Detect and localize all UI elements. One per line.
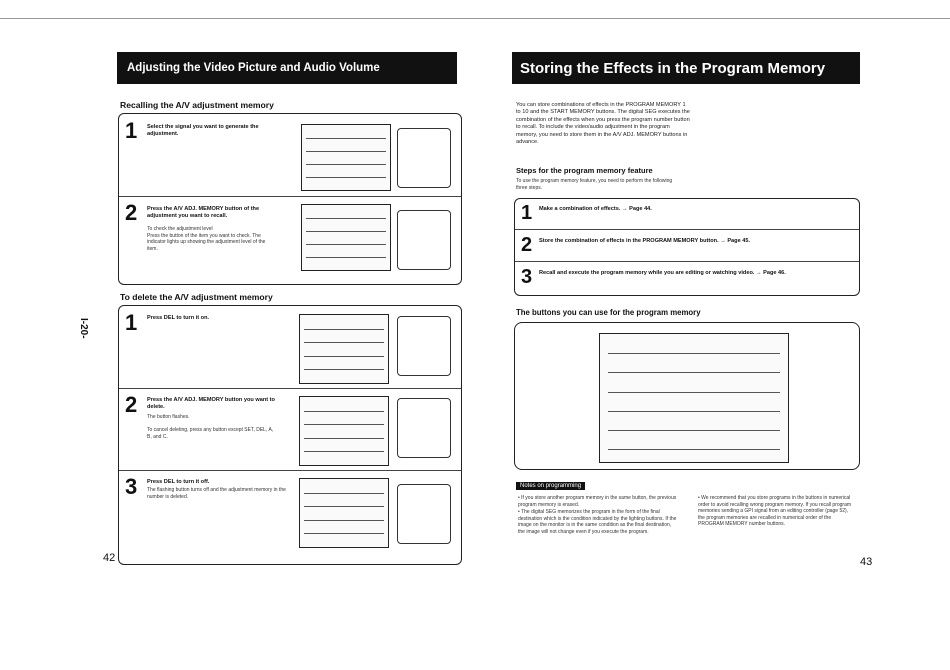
panel-illustration-2 bbox=[301, 204, 391, 271]
note-text: We recommend that you store programs in the buttons in numerical order to avoid recalling wrong program memory. If you recall program memories sending a GPI signal from an editing controller (page 52), the program memories are recalled in numerical order of the PROGRAM MEMORY number buttons. bbox=[698, 495, 852, 528]
recall-step1-num: 1 bbox=[125, 118, 138, 143]
program-memory-frame bbox=[514, 322, 860, 470]
left-banner bbox=[117, 52, 457, 84]
left-page-number: 42 bbox=[103, 552, 116, 564]
hand-press-illustration bbox=[397, 210, 451, 270]
del-button-illustration bbox=[397, 316, 451, 376]
delete-frame bbox=[118, 305, 462, 565]
steps-divider-2 bbox=[515, 261, 859, 262]
recall-step1-title: Select the signal you want to generate the adjustment. bbox=[147, 124, 259, 137]
delete-step3-num: 3 bbox=[125, 474, 138, 499]
panel-illustration-5 bbox=[299, 478, 389, 548]
note-item: • If you store another program memory in the same button, the previous program memory is erased. bbox=[518, 495, 677, 508]
recall-heading: Recalling the A/V adjustment memory bbox=[120, 100, 274, 110]
right-banner bbox=[512, 52, 860, 84]
panel-illustration-4 bbox=[299, 396, 389, 466]
button-detail-illustration bbox=[397, 128, 451, 188]
buttons-heading: The buttons you can use for the program memory bbox=[516, 308, 701, 317]
notes-label: Notes on programming bbox=[516, 482, 585, 490]
step2-text: Store the combination of effects in the PROGRAM MEMORY button. → Page 45. bbox=[539, 238, 751, 244]
step3-text: Recall and execute the program memory while you are editing or watching video. → Page 46. bbox=[539, 270, 786, 276]
panel-illustration bbox=[301, 124, 391, 191]
notes-right bbox=[698, 495, 856, 528]
delete-step2-num: 2 bbox=[125, 392, 138, 417]
delete-step1-num: 1 bbox=[125, 310, 138, 335]
right-page-number: 43 bbox=[860, 556, 873, 568]
top-rule bbox=[0, 18, 950, 19]
note-text: If you store another program memory in the same button, the previous program memory is erased. bbox=[518, 495, 677, 508]
step1-num: 1 bbox=[521, 202, 533, 224]
recall-step2-num: 2 bbox=[125, 200, 138, 225]
steps-heading: Steps for the program memory feature bbox=[516, 166, 653, 175]
recall-divider bbox=[119, 196, 461, 197]
left-banner-title: Adjusting the Video Picture and Audio Volume bbox=[127, 62, 380, 74]
delete-divider-1 bbox=[119, 388, 461, 389]
delete-step2-body: The button flashes. To cancel deleting, press any button except SET, DEL, A, B, and C. bbox=[147, 414, 274, 440]
step2-num: 2 bbox=[521, 234, 533, 256]
delete-step3-title: Press DEL to turn it off. bbox=[147, 479, 210, 485]
note-item: • We recommend that you store programs in the buttons in numerical order to avoid recalling wrong program memory. If you recall program memories sending a GPI signal from an editing controller (page 52), the program memories are recalled in numerical order of the PROGRAM MEMORY number buttons. bbox=[698, 495, 852, 528]
note-text: The digital SEG memorizes the program in the form of the final destination which is the condition indicated by the lighting buttons. If the image on the monitor is in the same condition as the final destination, the image will not change even if you execute the program. bbox=[518, 509, 677, 535]
delete-step1-title: Press DEL to turn it on. bbox=[147, 315, 210, 321]
right-banner-title: Storing the Effects in the Program Memory bbox=[520, 60, 826, 77]
recall-frame bbox=[118, 113, 462, 285]
delete-divider-2 bbox=[119, 470, 461, 471]
delete-heading: To delete the A/V adjustment memory bbox=[120, 292, 273, 302]
steps-intro: To use the program memory feature, you need to perform the following three steps. bbox=[516, 178, 673, 191]
recall-step2-body: To check the adjustment level Press the button of the item you want to check. The indicator lights up showing the adjustment level of the item. bbox=[147, 226, 266, 252]
step1-text: Make a combination of effects. → Page 44. bbox=[539, 206, 652, 212]
notes-left bbox=[518, 495, 678, 536]
recall-step2-title: Press the A/V ADJ. MEMORY button of the adjustment you want to recall. bbox=[147, 206, 260, 219]
delete-step3-body: The flashing button turns off and the adjustment memory in the number is deleted. bbox=[147, 487, 286, 500]
panel-illustration-3 bbox=[299, 314, 389, 384]
intro-text: You can store combinations of effects in the PROGRAM MEMORY 1 to 10 and the START MEMORY buttons. The digital SEG executes the combination of the effects when you press the program number button to recall. To include the video/audio adjustment in the program memory, you need to store them in the A/V ADJ. MEMORY buttons in advance. bbox=[516, 102, 690, 146]
delete-step2-title: Press the A/V ADJ. MEMORY button you want to delete. bbox=[147, 397, 275, 410]
note-item: • The digital SEG memorizes the program in the form of the final destination which is the condition indicated by the lighting buttons. If the image on the monitor is in the same condition as the final destination, the image will not change even if you execute the program. bbox=[518, 509, 677, 535]
control-panel-illustration bbox=[599, 333, 789, 463]
hand-press-illustration-2 bbox=[397, 398, 451, 458]
side-tab: I-20- bbox=[78, 318, 89, 339]
steps-frame bbox=[514, 198, 860, 296]
steps-divider-1 bbox=[515, 229, 859, 230]
step3-num: 3 bbox=[521, 266, 533, 288]
del-button-illustration-2 bbox=[397, 484, 451, 544]
